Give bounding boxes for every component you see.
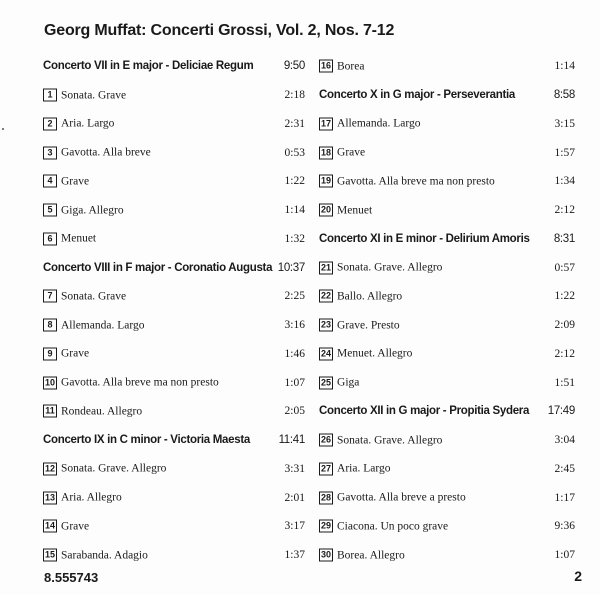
track-title [319,290,402,303]
track-duration: 1:37 [284,549,305,562]
track-title [319,520,448,533]
tracklist-right-column [319,52,575,570]
track-number: 29 [321,520,332,531]
concerto-heading [319,81,575,110]
track-number: 10 [45,377,56,388]
track-row [43,225,305,254]
track-number: 5 [43,204,57,217]
track-number: 25 [321,377,332,388]
track-row [319,512,575,541]
track-title [319,376,359,389]
track-name: Giga. Allegro [61,204,124,217]
track-row [319,138,575,167]
concerto-duration: 11:41 [278,434,305,447]
track-duration: 1:22 [554,290,575,303]
track-duration: 2:05 [284,405,305,418]
track-duration: 3:17 [284,520,305,533]
track-name: Allemanda. Largo [337,117,421,130]
track-name: Gavotta. Alla breve [61,146,151,159]
track-name: Rondeau. Allegro [61,405,143,418]
track-row [43,340,305,369]
concerto-title: Concerto X in G major - Perseverantia [319,89,515,102]
track-number: 20 [321,204,332,215]
track-title [43,319,144,332]
track-row [43,512,305,541]
track-title [43,520,89,533]
track-number: 16 [321,60,332,71]
track-number: 14 [45,520,56,531]
track-duration: 2:09 [554,319,575,332]
track-title [319,146,365,159]
track-name: Gavotta. Alla breve a presto [337,491,466,504]
track-title [43,347,89,360]
track-name: Grave [61,175,90,188]
track-row [43,368,305,397]
scan-speck [2,128,4,130]
track-number: 17 [321,118,332,129]
track-title [319,491,466,504]
concerto-duration: 17:49 [547,405,575,418]
track-duration: 1:51 [554,376,575,389]
track-row [319,368,575,397]
track-row [319,311,575,340]
track-row [319,253,575,282]
track-number: 2 [43,117,57,130]
track-duration: 3:31 [284,462,305,475]
track-title [43,175,89,188]
track-number: 24 [321,348,332,359]
track-title [319,462,390,475]
track-name: Grave [61,520,90,533]
track-number: 11 [43,405,57,418]
concerto-title: Concerto XII in G major - Propitia Sydera [319,405,530,418]
track-name: Menuet. Allegro [337,347,413,360]
track-duration: 1:14 [554,60,575,73]
track-number: 9 [43,347,57,360]
track-number: 23 [321,319,332,330]
track-name: Aria. Largo [61,117,115,130]
track-name: Sonata. Grave [61,89,127,102]
concerto-heading [319,397,575,426]
track-name: Aria. Allegro [61,491,122,504]
track-number: 21 [321,262,332,273]
track-row [319,110,575,139]
track-name: Gavotta. Alla breve ma non presto [337,175,495,188]
track-duration: 1:07 [554,549,575,562]
track-row [43,81,305,110]
track-title [43,117,114,130]
track-row [43,138,305,167]
track-row [43,483,305,512]
track-name: Sonata. Grave. Allegro [337,261,443,274]
page-number: 2 [574,568,582,584]
track-row [319,426,575,455]
track-name: Sonata. Grave. Allegro [337,434,443,447]
track-title [43,89,126,102]
track-number: 1 [43,89,57,102]
track-number: 3 [43,146,57,159]
track-row [43,455,305,484]
track-title [43,204,124,217]
track-name: Borea [337,60,365,73]
track-number: 22 [321,290,332,301]
track-duration: 3:16 [284,319,305,332]
track-name: Menuet [61,232,97,245]
track-number: 30 [321,549,332,560]
track-title [319,319,400,332]
track-name: Borea. Allegro [337,549,405,562]
track-row [43,397,305,426]
track-title [43,405,142,418]
track-number: 7 [43,290,57,303]
track-row [319,196,575,225]
track-number: 26 [321,434,332,445]
track-name: Grave [337,146,366,159]
track-title [43,462,166,475]
track-name: Ciacona. Un poco grave [337,520,449,533]
concerto-heading [43,253,305,282]
track-number: 13 [45,492,56,503]
track-title [319,549,405,562]
track-duration: 1:57 [554,146,575,159]
track-name: Grave. Presto [337,319,400,332]
track-title [319,175,495,188]
track-duration: 2:31 [284,117,305,130]
track-row [43,282,305,311]
track-row [43,541,305,570]
track-duration: 3:15 [554,117,575,130]
track-row [319,340,575,369]
track-name: Sarabanda. Adagio [61,549,148,562]
track-duration: 1:17 [554,491,575,504]
concerto-heading [319,225,575,254]
track-name: Ballo. Allegro [337,290,403,303]
track-name: Menuet [337,204,373,217]
track-duration: 0:53 [284,146,305,159]
track-duration: 9:36 [554,520,575,533]
track-title [319,204,372,217]
track-duration: 0:57 [554,261,575,274]
concerto-title: Concerto IX in C minor - Victoria Maesta [43,434,250,447]
track-duration: 1:34 [554,175,575,188]
track-number: 27 [321,463,332,474]
track-title [43,491,122,504]
track-duration: 2:12 [554,347,575,360]
track-duration: 3:04 [554,434,575,447]
track-number: 15 [45,549,56,560]
track-number: 4 [43,175,57,188]
track-title [43,549,148,562]
track-name: Sonata. Grave [61,290,127,303]
concerto-heading [43,426,305,455]
track-row [319,483,575,512]
track-name: Giga [337,376,360,389]
concerto-duration: 8:58 [553,89,575,102]
track-duration: 2:45 [554,462,575,475]
track-number: 12 [45,463,56,474]
tracklist-left-column [43,52,305,570]
track-title [319,60,364,73]
track-name: Allemanda. Largo [61,319,145,332]
track-title [319,117,420,130]
track-row [319,455,575,484]
track-duration: 1:07 [284,376,305,389]
track-duration: 2:12 [554,204,575,217]
concerto-title: Concerto VIII in F major - Coronatio Augusta [43,261,273,274]
track-row [43,167,305,196]
page-title: Georg Muffat: Concerti Grossi, Vol. 2, Nos. 7-12 [44,22,395,39]
track-row [319,282,575,311]
track-title [319,347,412,360]
track-title [43,290,126,303]
track-title [319,261,442,274]
track-duration: 2:01 [284,491,305,504]
concerto-duration: 9:50 [283,60,305,73]
concerto-heading [43,52,305,81]
track-name: Grave [61,347,90,360]
track-duration: 2:25 [284,290,305,303]
track-number: 8 [43,319,57,332]
track-duration: 2:18 [284,89,305,102]
track-name: Aria. Largo [337,462,391,475]
track-row [43,110,305,139]
track-duration: 1:22 [284,175,305,188]
track-number: 19 [321,175,332,186]
track-title [43,146,151,159]
track-name: Sonata. Grave. Allegro [61,462,167,475]
track-title [43,232,96,245]
track-row [319,541,575,570]
track-name: Gavotta. Alla breve ma non presto [61,376,219,389]
track-title [319,434,442,447]
catalog-number: 8.555743 [44,570,99,585]
concerto-title: Concerto VII in E major - Deliciae Regum [43,60,254,73]
track-duration: 1:46 [284,347,305,360]
concerto-duration: 10:37 [277,261,305,274]
track-duration: 1:14 [284,204,305,217]
concerto-duration: 8:31 [553,232,575,245]
track-number: 28 [321,492,332,503]
track-row [43,196,305,225]
concerto-title: Concerto XI in E minor - Delirium Amoris [319,232,530,245]
track-row [319,167,575,196]
track-title [43,376,219,389]
track-duration: 1:32 [284,232,305,245]
track-row [319,52,575,81]
track-number: 18 [321,147,332,158]
track-row [43,311,305,340]
track-number: 6 [43,232,57,245]
